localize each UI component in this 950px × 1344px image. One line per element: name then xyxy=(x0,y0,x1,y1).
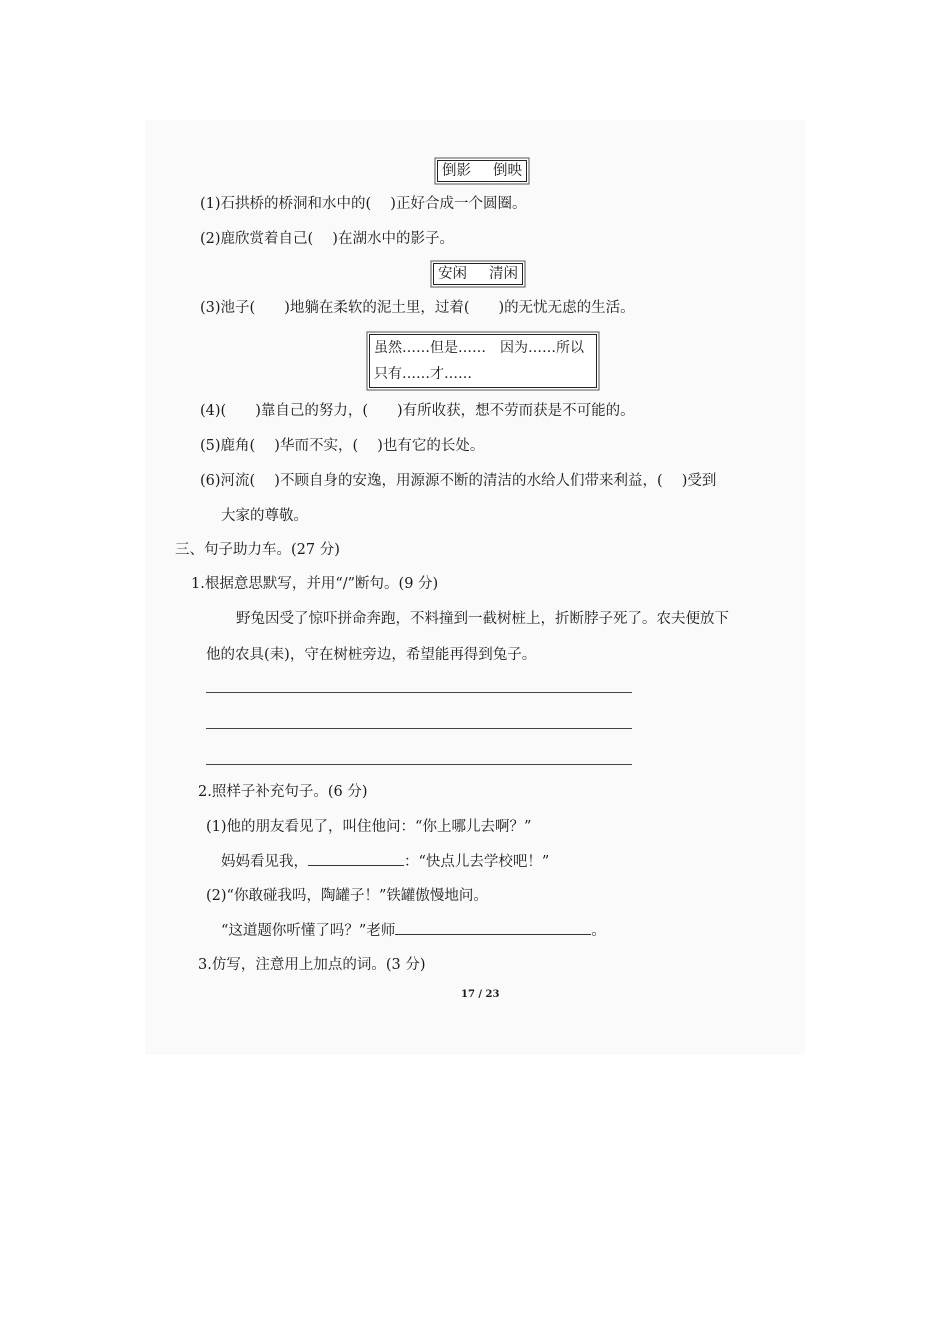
page-number: 17 / 23 xyxy=(461,989,500,1000)
fill-suffix: 。 xyxy=(591,923,606,939)
question-5: (5)鹿角( )华而不实，( )也有它的长处。 xyxy=(200,438,485,454)
question-6: (6)河流( )不顾自身的安逸，用源源不断的清洁的水给人们带来利益，( )受到 xyxy=(200,473,717,489)
question-4: (4)( )靠自己的努力，( )有所收获，想不劳而获是不可能的。 xyxy=(200,403,635,419)
part-2-fill-2 xyxy=(221,920,606,941)
fill-blank[interactable] xyxy=(395,920,591,935)
word-option: 倒映 xyxy=(493,163,522,179)
word-option: 倒影 xyxy=(442,163,471,179)
question-6-continued: 大家的尊敬。 xyxy=(221,508,308,524)
answer-line[interactable] xyxy=(206,764,632,765)
fill-prefix: “这道题你听懂了吗？”老师 xyxy=(221,923,396,939)
part-2-example-1: (1)他的朋友看见了，叫住他问：“你上哪儿去啊？” xyxy=(206,819,532,835)
answer-line[interactable] xyxy=(206,692,632,693)
answer-line[interactable] xyxy=(206,728,632,729)
part-3-title: 3.仿写，注意用上加点的词。(3 分) xyxy=(198,957,426,973)
fill-suffix: ：“快点儿去学校吧！” xyxy=(404,854,550,870)
word-option: 清闲 xyxy=(489,266,518,282)
fill-prefix: 妈妈看见我， xyxy=(221,854,308,870)
part-2-title: 2.照样子补充句子。(6 分) xyxy=(198,784,368,800)
part-2-fill-1 xyxy=(221,851,549,872)
connector-box xyxy=(369,334,597,388)
connector-option: 虽然……但是…… xyxy=(374,340,486,356)
word-box-anxian xyxy=(433,263,523,285)
part-1-passage: 野兔因受了惊吓拼命奔跑，不料撞到一截树桩上，折断脖子死了。农夫便放下 xyxy=(236,611,729,627)
part-2-example-2: (2)“你敢碰我吗，陶罐子！”铁罐傲慢地问。 xyxy=(206,888,488,904)
connector-option: 只有……才…… xyxy=(374,366,472,382)
question-2: (2)鹿欣赏着自己( )在湖水中的影子。 xyxy=(200,231,454,247)
question-1: (1)石拱桥的桥洞和水中的( )正好合成一个圆圈。 xyxy=(200,196,527,212)
question-3: (3)池子( )地躺在柔软的泥土里，过着( )的无忧无虑的生活。 xyxy=(200,300,635,316)
part-1-title: 1.根据意思默写，并用“/”断句。(9 分) xyxy=(191,576,439,592)
section-heading: 三、句子助力车。(27 分) xyxy=(175,542,340,558)
fill-blank[interactable] xyxy=(308,851,404,866)
connector-option: 因为……所以 xyxy=(500,340,584,356)
word-box-daoying xyxy=(437,160,527,182)
part-1-passage-continued: 他的农具(耒)，守在树桩旁边，希望能再得到兔子。 xyxy=(206,647,537,663)
word-option: 安闲 xyxy=(438,266,467,282)
